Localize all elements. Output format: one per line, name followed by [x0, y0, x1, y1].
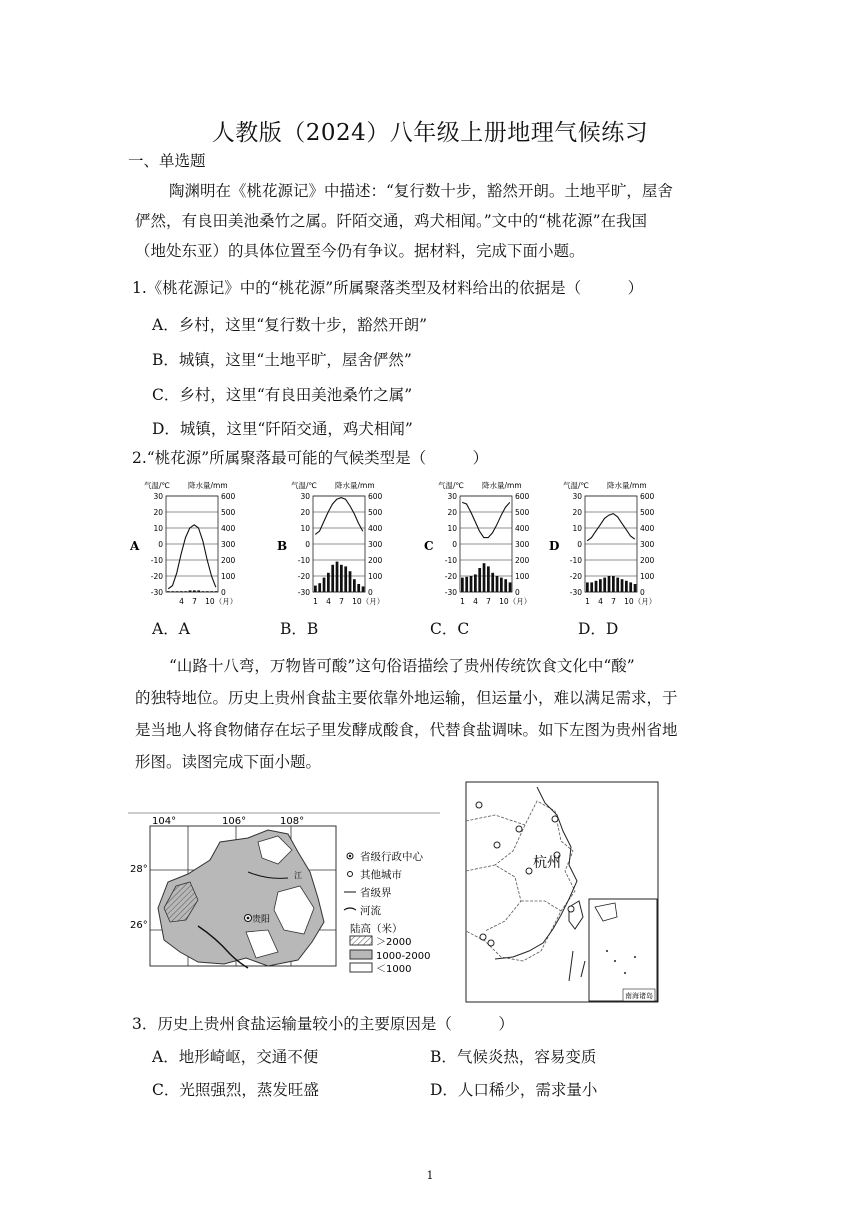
- precip-bar: [625, 581, 628, 592]
- legend-capital: 省级行政中心: [360, 851, 423, 863]
- precip-bar: [474, 574, 477, 592]
- precip-axis-title: 降水量/mm: [482, 481, 522, 490]
- precip-tick-label: 100: [221, 572, 236, 581]
- lon-label: 108°: [280, 816, 305, 827]
- precip-bar: [478, 568, 481, 592]
- x-tick-label: 1: [460, 597, 465, 606]
- temp-tick-label: 0: [452, 540, 457, 549]
- precip-bar: [470, 576, 473, 592]
- precip-bar: [167, 591, 170, 592]
- x-tick-label: 7: [339, 597, 344, 606]
- precip-bar: [496, 576, 499, 592]
- question-3-option-a[interactable]: A．地形崎岖，交通不便: [152, 1048, 319, 1066]
- legend-river: 河流: [360, 905, 381, 917]
- x-tick-label: 1: [585, 597, 590, 606]
- question-3-option-c[interactable]: C．光照强烈，蒸发旺盛: [152, 1081, 319, 1099]
- precip-bar: [336, 562, 339, 592]
- question-2-option-c[interactable]: C．C: [430, 620, 470, 638]
- precip-bar: [603, 578, 606, 592]
- temp-tick-label: -10: [297, 556, 310, 565]
- page-number: 1: [426, 1169, 434, 1182]
- precip-bar: [621, 579, 624, 592]
- temp-tick-label: -10: [444, 556, 457, 565]
- precip-bar: [331, 565, 334, 592]
- precip-bar: [171, 591, 174, 592]
- passage1-line: （地处东亚）的具体位置至今仍有争议。据材料，完成下面小题。: [135, 242, 585, 260]
- x-tick-label: 4: [326, 597, 331, 606]
- precip-tick-label: 300: [221, 540, 236, 549]
- precip-bar: [586, 582, 589, 592]
- lat-label: 26°: [130, 920, 148, 931]
- temperature-line: [168, 525, 216, 589]
- x-tick-label: 1: [313, 597, 318, 606]
- precip-bar: [634, 584, 637, 592]
- question-2-option-a[interactable]: A．A: [152, 620, 190, 638]
- lon-label: 106°: [222, 816, 247, 827]
- page-title: 人教版（2024）八年级上册地理气候练习: [211, 120, 649, 146]
- temp-axis-title: 气温/℃: [438, 481, 464, 490]
- question-2-stem: 2.“桃花源”所属聚落最可能的气候类型是（ ）: [132, 449, 489, 467]
- precip-bar: [500, 578, 503, 592]
- precip-bar: [193, 590, 196, 592]
- temp-tick-label: 30: [447, 492, 457, 501]
- chart-letter: B: [277, 539, 288, 553]
- climate-chart-b: [277, 478, 397, 608]
- x-tick-label: 4: [179, 597, 184, 606]
- precip-bar: [465, 577, 468, 592]
- precip-tick-label: 500: [515, 508, 530, 517]
- temp-axis-title: 气温/℃: [563, 481, 589, 490]
- legend-elevation: 陆高（米）: [350, 923, 403, 935]
- question-1-option-b[interactable]: B．城镇，这里“土地平旷，屋舍俨然”: [152, 351, 412, 369]
- precip-tick-label: 200: [640, 556, 655, 565]
- temp-tick-label: 30: [300, 492, 310, 501]
- inset-label: 南海诸岛: [625, 992, 653, 1000]
- precip-bar: [629, 582, 632, 592]
- precip-tick-label: 100: [640, 572, 655, 581]
- precip-tick-label: 100: [515, 572, 530, 581]
- lon-label: 104°: [152, 816, 177, 827]
- precip-tick-label: 600: [515, 492, 530, 501]
- x-tick-label: 4: [473, 597, 478, 606]
- precip-bar: [616, 578, 619, 592]
- precip-bar: [461, 578, 464, 592]
- precip-tick-label: 100: [368, 572, 383, 581]
- climate-chart-d: [549, 478, 669, 608]
- temperature-line: [462, 502, 510, 537]
- x-tick-label: 10（月）: [205, 597, 238, 606]
- precip-bar: [353, 579, 356, 592]
- temp-tick-label: -20: [569, 572, 582, 581]
- x-tick-label: 4: [598, 597, 603, 606]
- legend-border: 省级界: [360, 887, 392, 899]
- question-1-option-d[interactable]: D．城镇，这里“阡陌交通，鸡犬相闻”: [152, 420, 413, 438]
- precip-axis-title: 降水量/mm: [188, 481, 228, 490]
- guizhou-terrain-map: [128, 812, 440, 978]
- passage2-line: 是当地人将食物储存在坛子里发酵成酸食，代替食盐调味。如下左图为贵州省地: [135, 721, 678, 739]
- question-3-option-d[interactable]: D．人口稀少，需求量小: [430, 1081, 598, 1099]
- precip-tick-label: 500: [640, 508, 655, 517]
- question-1-option-a[interactable]: A．乡村，这里“复行数十步，豁然开朗”: [152, 316, 428, 334]
- precip-bar: [509, 582, 512, 592]
- precip-tick-label: 400: [640, 524, 655, 533]
- question-1-stem: 1.《桃花源记》中的“桃花源”所属聚落类型及材料给出的依据是（ ）: [132, 279, 644, 297]
- precip-bar: [340, 565, 343, 592]
- temp-tick-label: 20: [300, 508, 310, 517]
- precip-bar: [612, 576, 615, 592]
- precip-tick-label: 400: [368, 524, 383, 533]
- temp-tick-label: 10: [447, 524, 457, 533]
- precip-bar: [599, 579, 602, 592]
- passage2-line: 形图。读图完成下面小题。: [135, 753, 322, 771]
- precip-bar: [608, 576, 611, 592]
- climate-chart-c: [424, 478, 544, 608]
- precip-bar: [327, 573, 330, 592]
- precip-bar: [184, 591, 187, 592]
- precip-bar: [180, 591, 183, 592]
- precip-tick-label: 0: [221, 588, 226, 597]
- lat-label: 28°: [130, 864, 148, 875]
- precip-bar: [202, 591, 205, 592]
- x-tick-label: 10（月）: [499, 597, 532, 606]
- temp-tick-label: 10: [153, 524, 163, 533]
- precip-tick-label: 300: [640, 540, 655, 549]
- precip-tick-label: 0: [640, 588, 645, 597]
- temp-tick-label: -20: [297, 572, 310, 581]
- precip-tick-label: 600: [640, 492, 655, 501]
- precip-bar: [491, 573, 494, 592]
- precip-tick-label: 400: [221, 524, 236, 533]
- section-heading: 一、单选题: [128, 152, 206, 170]
- temp-tick-label: -30: [150, 588, 163, 597]
- precip-bar: [318, 583, 321, 592]
- temp-tick-label: -20: [444, 572, 457, 581]
- temp-tick-label: -20: [150, 572, 163, 581]
- precip-bar: [323, 578, 326, 592]
- chart-letter: A: [130, 539, 140, 553]
- precip-tick-label: 500: [368, 508, 383, 517]
- precip-bar: [189, 590, 192, 592]
- temp-tick-label: 20: [572, 508, 582, 517]
- precip-bar: [590, 582, 593, 592]
- precip-bar: [595, 581, 598, 592]
- precip-axis-title: 降水量/mm: [335, 481, 375, 490]
- precip-tick-label: 500: [221, 508, 236, 517]
- x-tick-label: 10（月）: [624, 597, 657, 606]
- precip-bar: [314, 586, 317, 592]
- precip-axis-title: 降水量/mm: [607, 481, 647, 490]
- precip-tick-label: 400: [515, 524, 530, 533]
- legend-low: ＜1000: [376, 964, 412, 974]
- question-2-option-d[interactable]: D．D: [578, 620, 619, 638]
- question-1-option-c[interactable]: C．乡村，这里“有良田美池桑竹之属”: [152, 386, 413, 404]
- temperature-line: [315, 498, 363, 535]
- precip-bar: [349, 571, 352, 592]
- precip-tick-label: 300: [368, 540, 383, 549]
- temp-tick-label: 0: [158, 540, 163, 549]
- legend-high: ＞2000: [376, 937, 412, 948]
- temp-axis-title: 气温/℃: [291, 481, 317, 490]
- x-tick-label: 7: [486, 597, 491, 606]
- chart-letter: D: [549, 539, 560, 553]
- temp-tick-label: -30: [569, 588, 582, 597]
- temp-tick-label: -30: [297, 588, 310, 597]
- precip-bar: [176, 591, 179, 592]
- precip-tick-label: 300: [515, 540, 530, 549]
- chart-letter: C: [424, 539, 434, 553]
- precip-bar: [210, 591, 213, 592]
- precip-bar: [487, 566, 490, 592]
- precip-tick-label: 200: [515, 556, 530, 565]
- precip-tick-label: 200: [221, 556, 236, 565]
- question-2-option-b[interactable]: B．B: [280, 620, 319, 638]
- precip-tick-label: 600: [221, 492, 236, 501]
- temp-tick-label: 10: [300, 524, 310, 533]
- x-tick-label: 7: [192, 597, 197, 606]
- passage1-line: 俨然，有良田美池桑竹之属。阡陌交通，鸡犬相闻。”文中的“桃花源”在我国: [135, 212, 648, 230]
- precip-bar: [504, 579, 507, 592]
- precip-bar: [215, 591, 218, 592]
- climate-chart-a: [130, 478, 250, 608]
- precip-tick-label: 0: [368, 588, 373, 597]
- temp-tick-label: -30: [444, 588, 457, 597]
- legend-city: 其他城市: [360, 869, 402, 881]
- temp-tick-label: -10: [150, 556, 163, 565]
- temperature-line: [587, 514, 635, 541]
- precip-tick-label: 600: [368, 492, 383, 501]
- x-tick-label: 7: [611, 597, 616, 606]
- precip-bar: [206, 591, 209, 592]
- passage2-line: “山路十八弯，万物皆可酸”这句俗语描绘了贵州传统饮食文化中“酸”: [169, 657, 635, 675]
- river-label: 江: [294, 871, 302, 880]
- temp-tick-label: 10: [572, 524, 582, 533]
- precip-tick-label: 0: [515, 588, 520, 597]
- temp-tick-label: 20: [153, 508, 163, 517]
- temp-tick-label: 0: [305, 540, 310, 549]
- precip-bar: [197, 590, 200, 592]
- question-3-stem: 3．历史上贵州食盐运输量较小的主要原因是（ ）: [132, 1015, 514, 1033]
- temp-tick-label: 30: [572, 492, 582, 501]
- x-tick-label: 10（月）: [352, 597, 385, 606]
- precip-bar: [344, 566, 347, 592]
- city-label: 贵阳: [252, 915, 271, 925]
- precip-bar: [362, 586, 365, 592]
- precip-tick-label: 200: [368, 556, 383, 565]
- precip-bar: [357, 584, 360, 592]
- passage2-line: 的独特地位。历史上贵州食盐主要依靠外地运输，但运量小，难以满足需求，于: [135, 689, 678, 707]
- passage1-line: 陶渊明在《桃花源记》中描述：“复行数十步，豁然开朗。土地平旷，屋舍: [169, 182, 673, 200]
- temp-tick-label: 0: [577, 540, 582, 549]
- temp-tick-label: 20: [447, 508, 457, 517]
- legend-mid: 1000-2000: [376, 951, 431, 962]
- east-china-map: [465, 781, 659, 1007]
- temp-axis-title: 气温/℃: [144, 481, 170, 490]
- city-label: 杭州: [533, 855, 561, 871]
- temp-tick-label: -10: [569, 556, 582, 565]
- question-3-option-b[interactable]: B．气候炎热，容易变质: [430, 1048, 597, 1066]
- precip-bar: [483, 563, 486, 592]
- temp-tick-label: 30: [153, 492, 163, 501]
